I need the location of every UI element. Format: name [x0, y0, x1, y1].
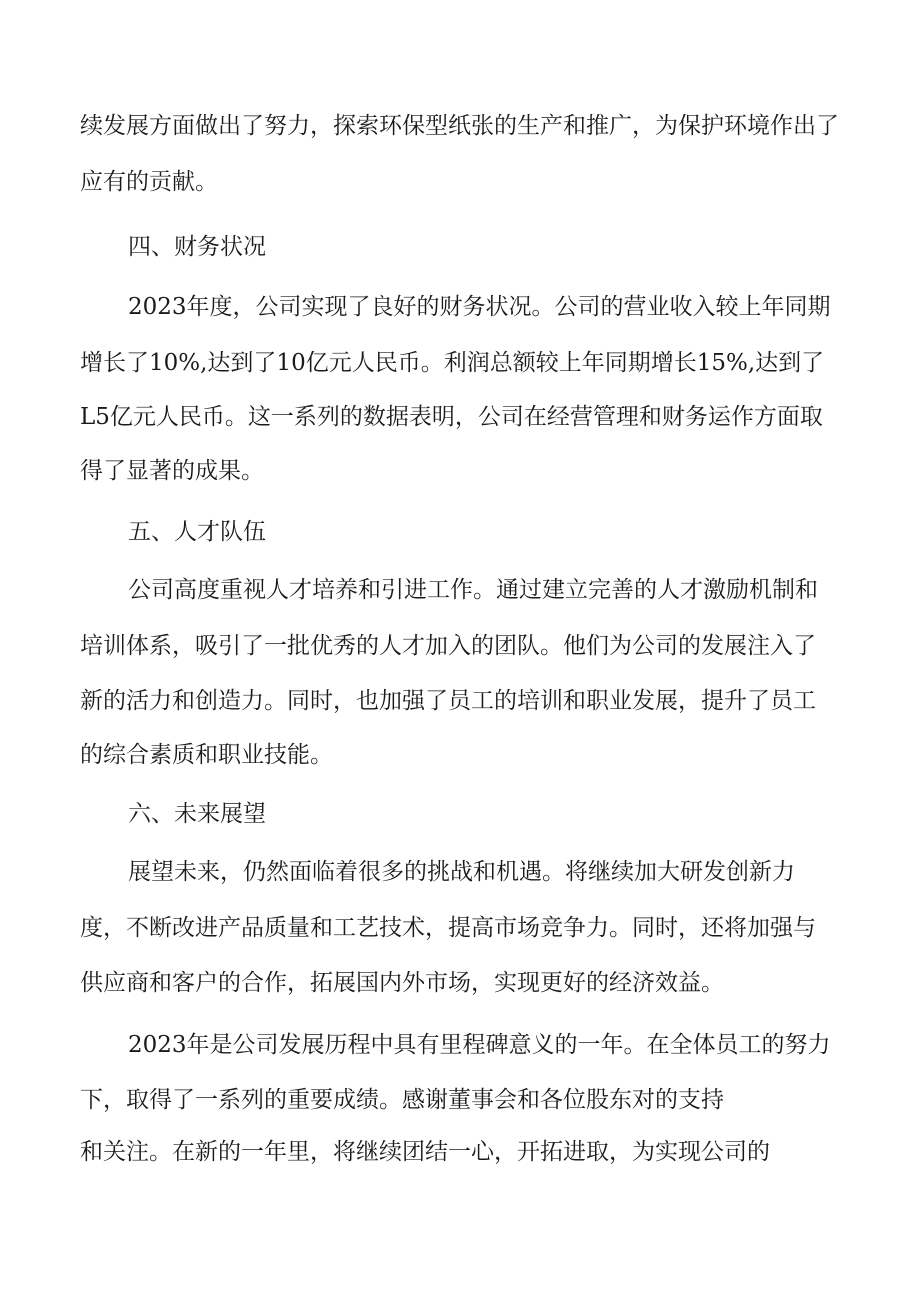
finance-line: 2023年度，公司实现了良好的财务状况。公司的营业收入较上年同期	[128, 294, 831, 320]
closing-line: 2023年是公司发展历程中具有里程碑意义的一年。在全体员工的努力	[128, 1032, 831, 1058]
talent-line: 公司高度重视人才培养和引进工作。通过建立完善的人才激励机制和	[128, 577, 818, 603]
intro-line: 续发展方面做出了努力，探索环保型纸张的生产和推广，为保护环境作出了	[80, 113, 839, 139]
section-heading-talent: 五、人才队伍	[128, 519, 266, 545]
talent-line: 培训体系，吸引了一批优秀的人才加入的团队。他们为公司的发展注入了	[80, 633, 816, 659]
talent-line: 的综合素质和职业技能。	[80, 742, 333, 768]
finance-line: L5亿元人民币。这一系列的数据表明，公司在经营管理和财务运作方面取	[80, 404, 823, 430]
outlook-line: 供应商和客户的合作，拓展国内外市场，实现更好的经济效益。	[80, 970, 724, 996]
section-heading-outlook: 六、未来展望	[128, 801, 266, 827]
outlook-line: 展望未来，仍然面临着很多的挑战和机遇。将继续加大研发创新力	[128, 859, 795, 885]
closing-line: 下，取得了一系列的重要成绩。感谢董事会和各位股东对的支持	[80, 1087, 724, 1113]
closing-line: 和关注。在新的一年里，将继续团结一心，开拓进取，为实现公司的	[80, 1139, 770, 1165]
section-heading-finance: 四、财务状况	[128, 234, 266, 260]
finance-line: 增长了10%,达到了10亿元人民币。利润总额较上年同期增长15%,达到了	[80, 350, 825, 376]
finance-line: 得了显著的成果。	[80, 458, 264, 484]
outlook-line: 度，不断改进产品质量和工艺技术，提高市场竞争力。同时，还将加强与	[80, 915, 816, 941]
intro-line: 应有的贡献。	[80, 169, 218, 195]
talent-line: 新的活力和创造力。同时，也加强了员工的培训和职业发展，提升了员工	[80, 688, 816, 714]
